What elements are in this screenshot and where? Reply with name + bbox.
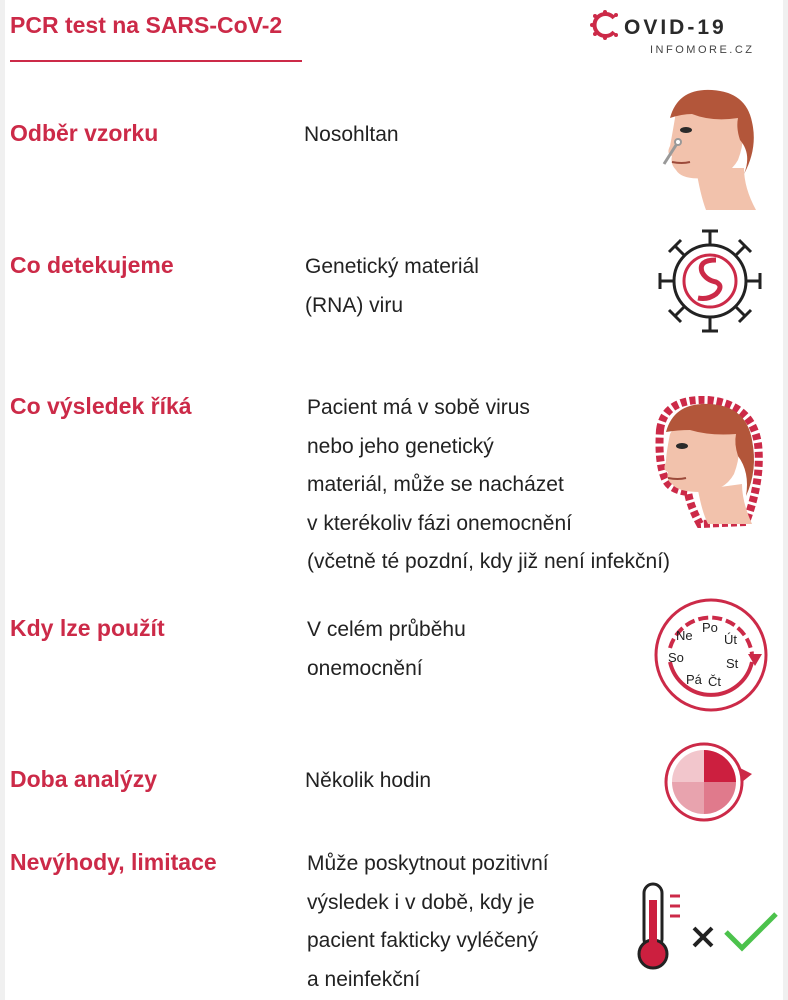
cross-icon — [690, 924, 716, 950]
nasal-swab-icon — [652, 84, 760, 210]
covid-logo-icon — [590, 10, 620, 40]
clock-icon — [664, 742, 754, 824]
page-edge-right — [783, 0, 788, 1000]
value-line: onemocnění — [307, 656, 423, 680]
title-underline — [10, 60, 302, 62]
value-line: Pacient má v sobě virus — [307, 396, 530, 419]
value-line: (včetně té pozdní, kdy již není infekční) — [307, 550, 671, 573]
checkmark-icon — [722, 910, 780, 954]
value-line: Nosohltan — [304, 123, 399, 146]
day-label: So — [668, 650, 684, 665]
thermometer-icon — [634, 880, 692, 972]
page-title: PCR test na SARS-CoV-2 — [10, 12, 283, 38]
week-cycle-icon — [652, 596, 770, 714]
day-label: St — [726, 656, 739, 671]
infected-person-icon — [654, 396, 764, 528]
value-line: nebo jeho genetický — [307, 434, 494, 458]
day-label: Po — [702, 620, 718, 635]
day-label: Út — [724, 632, 737, 647]
value-line: v kterékoliv fázi onemocnění — [307, 511, 572, 535]
virus-rna-icon — [654, 224, 766, 338]
value-line: a neinfekční — [307, 967, 421, 991]
row-value-analysis-time — [305, 762, 431, 801]
value-line: pacient fakticky vyléčený — [307, 929, 539, 952]
row-value-limitations — [307, 845, 549, 999]
value-line: Genetický materiál — [305, 255, 479, 278]
row-value-sampling — [304, 116, 399, 155]
day-label: Čt — [708, 674, 721, 689]
row-label-analysis-time: Doba analýzy — [10, 766, 157, 792]
value-line: výsledek i v době, kdy je — [307, 890, 535, 914]
row-value-detection — [305, 248, 479, 325]
logo-subtext: INFOMORE.CZ — [650, 44, 755, 56]
row-label-usage: Kdy lze použít — [10, 615, 165, 641]
logo-text: OVID-19 — [624, 16, 727, 39]
row-value-result — [307, 389, 670, 582]
page-edge-left — [0, 0, 5, 1000]
value-line: Může poskytnout pozitivní — [307, 852, 549, 875]
row-label-detection: Co detekujeme — [10, 252, 174, 278]
row-label-result: Co výsledek říká — [10, 393, 192, 419]
row-value-usage — [307, 611, 466, 688]
day-label: Ne — [676, 628, 693, 643]
value-line: materiál, může se nacházet — [307, 473, 564, 496]
covid-logo — [590, 10, 770, 62]
day-label: Pá — [686, 672, 702, 687]
value-line: (RNA) viru — [305, 293, 403, 317]
row-label-sampling: Odběr vzorku — [10, 120, 159, 146]
row-label-limitations: Nevýhody, limitace — [10, 849, 217, 875]
value-line: V celém průběhu — [307, 618, 466, 641]
value-line: Několik hodin — [305, 769, 432, 792]
